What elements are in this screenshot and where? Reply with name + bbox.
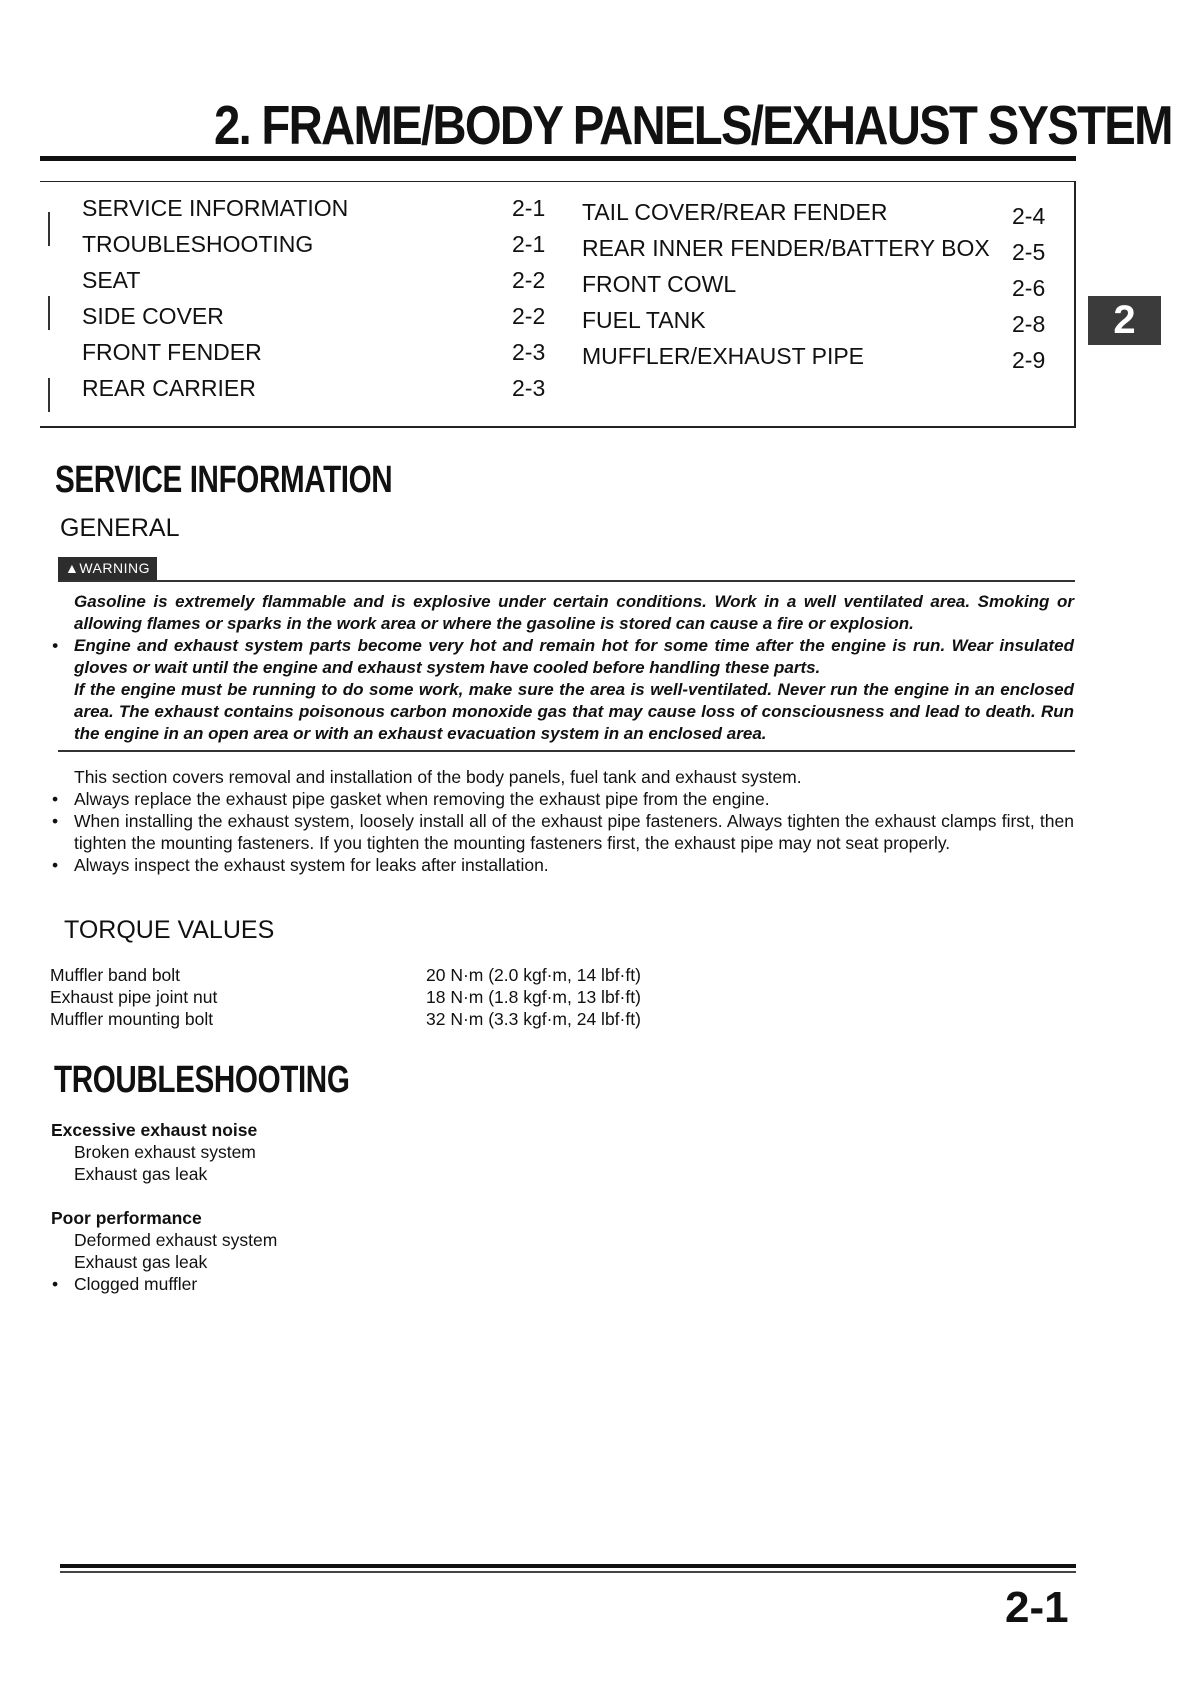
section-heading-service-information: SERVICE INFORMATION	[55, 459, 393, 501]
torque-item-value: 32 N·m (3.3 kgf·m, 24 lbf·ft)	[426, 1009, 641, 1029]
service-notes	[52, 766, 1074, 876]
margin-mark	[48, 378, 50, 412]
page-title: 2. FRAME/BODY PANELS/EXHAUST SYSTEM	[214, 94, 1172, 156]
margin-mark	[48, 296, 50, 330]
troubleshooting-group	[51, 1119, 258, 1185]
cause-item: • Clogged muffler	[52, 1274, 198, 1294]
cause-item: Exhaust gas leak	[74, 1164, 208, 1184]
warning-label: WARNING	[79, 560, 150, 576]
contents-item-page: 2-9	[1012, 347, 1046, 373]
torque-row	[50, 986, 641, 1008]
warning-rule-top	[58, 580, 1075, 582]
note-item: • Always replace the exhaust pipe gasket when removing the exhaust pipe from the engine.	[52, 789, 770, 809]
contents-item-label[interactable]: REAR CARRIER	[82, 375, 256, 401]
subheading-torque-values: TORQUE VALUES	[64, 916, 275, 944]
contents-right-pages	[1012, 202, 1045, 382]
warning-paragraph: If the engine must be running to do some work, make sure the area is well-ventilated. Never run the engine in an enclosed area. The exhaust contains poisonous carbon monoxide gas that may cause loss of consciousness and lead to death. Run the engine in an open area or with an exhaust evacuation system in an enclosed area.	[74, 680, 1074, 743]
contents-item-page: 2-4	[1012, 203, 1046, 229]
torque-item-value: 18 N·m (1.8 kgf·m, 13 lbf·ft)	[426, 987, 641, 1007]
note-item: This section covers removal and installation of the body panels, fuel tank and exhaust system.	[74, 767, 802, 787]
torque-table	[50, 964, 641, 1030]
cause-item: Deformed exhaust system	[74, 1230, 278, 1250]
contents-item-label[interactable]: TROUBLESHOOTING	[82, 231, 314, 257]
title-rule	[40, 156, 1076, 161]
contents-item-page: 2-1	[512, 231, 546, 257]
contents-item-page: 2-3	[512, 339, 546, 365]
note-item: • Always inspect the exhaust system for leaks after installation.	[52, 855, 549, 875]
torque-row	[50, 1008, 641, 1030]
contents-item-label[interactable]: FUEL TANK	[582, 307, 706, 333]
contents-item-label[interactable]: REAR INNER FENDER/BATTERY BOX	[582, 235, 990, 261]
symptom-title: Excessive exhaust noise	[51, 1120, 258, 1140]
contents-item-page: 2-1	[512, 195, 546, 221]
warning-triangle-icon: ▲	[64, 560, 80, 576]
contents-item-label[interactable]: SIDE COVER	[82, 303, 224, 329]
cause-item: Exhaust gas leak	[74, 1252, 208, 1272]
warning-block	[52, 591, 1074, 745]
contents-item-label[interactable]: SERVICE INFORMATION	[82, 195, 349, 221]
contents-item-label[interactable]: SEAT	[82, 267, 141, 293]
contents-item-page: 2-5	[1012, 239, 1046, 265]
contents-item-label[interactable]: FRONT COWL	[582, 271, 737, 297]
contents-item-page: 2-3	[512, 375, 546, 401]
contents-item-label[interactable]: TAIL COVER/REAR FENDER	[582, 199, 888, 225]
footer-rule-thin	[60, 1571, 1076, 1573]
contents-item-label[interactable]: FRONT FENDER	[82, 339, 262, 365]
torque-item-name: Muffler mounting bolt	[50, 1009, 214, 1029]
cause-item: Broken exhaust system	[74, 1142, 256, 1162]
contents-item-label[interactable]: MUFFLER/EXHAUST PIPE	[582, 343, 865, 369]
warning-rule-bottom	[58, 750, 1075, 752]
contents-item-page: 2-6	[1012, 275, 1046, 301]
contents-item-page: 2-2	[512, 267, 546, 293]
warning-paragraph: Gasoline is extremely flammable and is explosive under certain conditions. Work in a well ventilated area. Smoking or allowing flames or sparks in the work area or where the gasoline is stored can cause a fire or explosion.	[74, 592, 1074, 633]
section-tab: 2	[1088, 296, 1161, 345]
warning-paragraph: • Engine and exhaust system parts become very hot and remain hot for some time after the engine is run. Wear insulated gloves or wait until the engine and exhaust system have cooled before handling these parts.	[52, 636, 1074, 677]
footer-rule	[60, 1564, 1076, 1568]
symptom-title: Poor performance	[51, 1208, 202, 1228]
subheading-general: GENERAL	[60, 514, 180, 542]
torque-item-name: Muffler band bolt	[50, 965, 181, 985]
section-heading-troubleshooting: TROUBLESHOOTING	[54, 1059, 350, 1101]
contents-item-page: 2-2	[512, 303, 546, 329]
note-item: • When installing the exhaust system, loosely install all of the exhaust pipe fasteners. Always tighten the exhaust clamps first, then tighten the mounting fasteners. If you tighten the mounting fasteners first, the exhaust pipe may not seat properly.	[52, 811, 1074, 853]
contents-right-labels	[582, 198, 990, 378]
torque-item-name: Exhaust pipe joint nut	[50, 987, 218, 1007]
warning-badge	[58, 557, 157, 580]
torque-item-value: 20 N·m (2.0 kgf·m, 14 lbf·ft)	[426, 965, 641, 985]
torque-row	[50, 964, 641, 986]
margin-mark	[48, 212, 50, 246]
troubleshooting-group	[51, 1207, 278, 1295]
contents-left-pages	[512, 194, 545, 410]
page-number: 2-1	[1005, 1583, 1069, 1632]
contents-left-labels	[82, 194, 348, 410]
contents-item-page: 2-8	[1012, 311, 1046, 337]
